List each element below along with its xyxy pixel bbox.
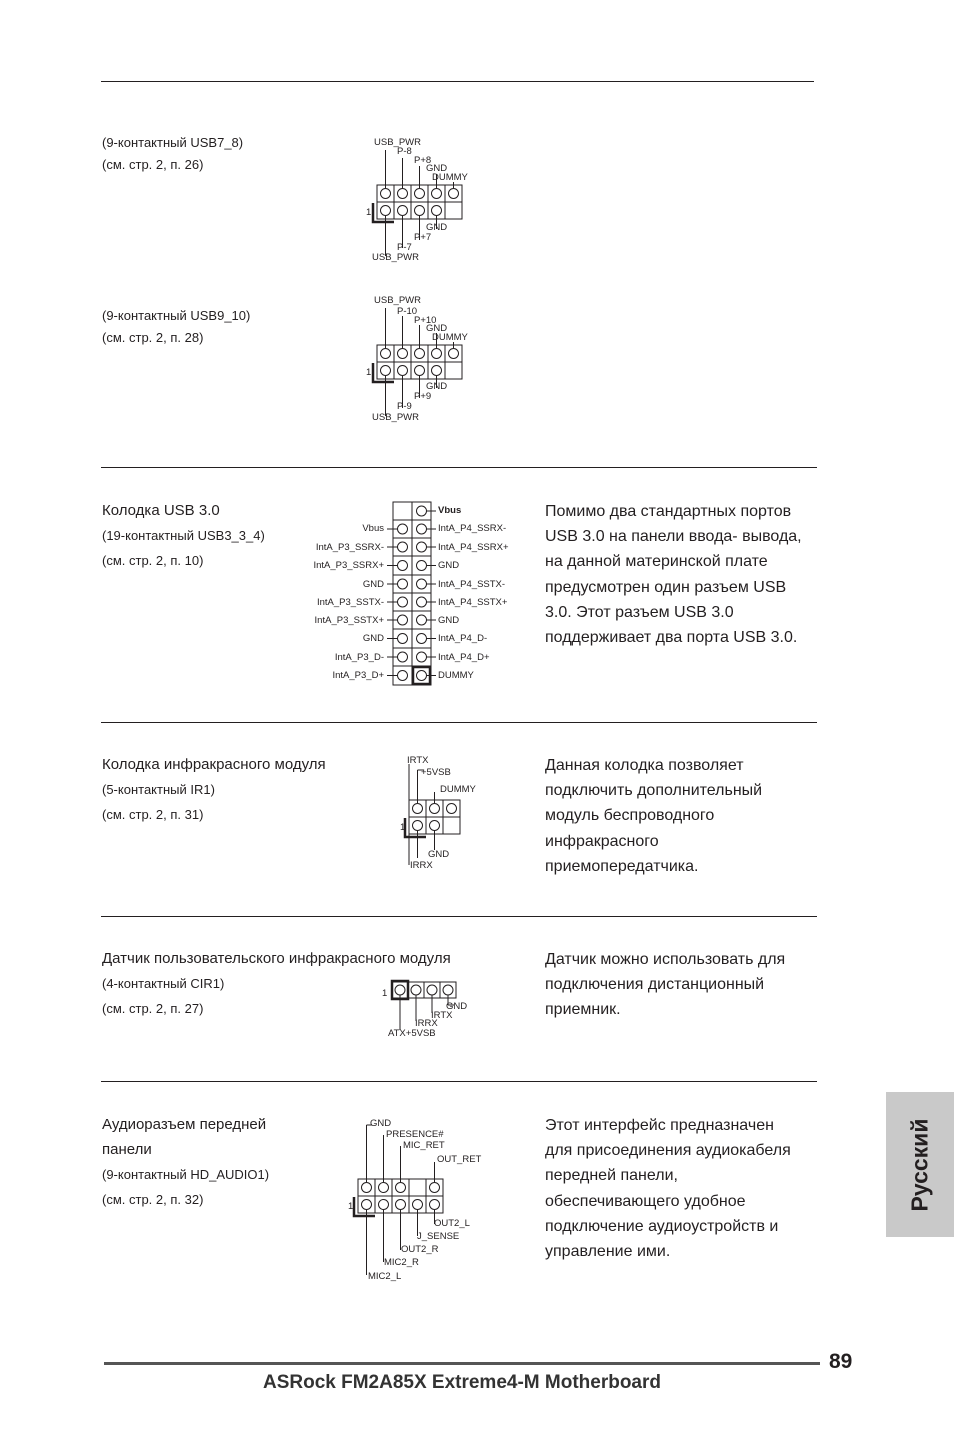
usb910-ref: (см. стр. 2, п. 28) [102, 330, 204, 345]
description-line: Датчик можно использовать для [545, 951, 786, 968]
usb30-ref: (см. стр. 2, п. 10) [102, 553, 204, 568]
ir-pin-label: +5VSB [421, 767, 451, 778]
usb30-subtitle: (19-контактный USB3_3_4) [102, 528, 265, 543]
audio-pin1-marker: 1 [348, 1201, 354, 1212]
audio-pin-label: MIC2_R [384, 1257, 419, 1268]
description-line: приемник. [545, 1001, 621, 1019]
audio-pin-label: MIC_RET [403, 1140, 445, 1151]
usb30-right-pin-label: Vbus [438, 505, 462, 516]
usb78-pin-label: DUMMY [432, 172, 468, 183]
usb30-left-pin-label: GND [362, 633, 384, 644]
usb78-pin-label: GND [426, 163, 448, 174]
usb30-right-pin-label: IntA_P4_D- [438, 633, 488, 644]
usb30-left-pin-label: IntA_P3_SSRX- [315, 542, 384, 553]
usb78-pin-label: USB_PWR [374, 137, 421, 148]
usb30-right-pin-label: IntA_P4_SSRX+ [438, 542, 509, 553]
description-line: Данная колодка позволяет [545, 757, 744, 774]
ir-ref: (см. стр. 2, п. 31) [102, 807, 204, 822]
cir-pin1-marker: 1 [382, 988, 388, 999]
usb78-pin-label: GND [426, 222, 448, 233]
description-line: управление ими. [545, 1243, 671, 1261]
usb30-left-pin-label: IntA_P3_SSTX- [316, 597, 384, 608]
cir-pin-label: GND [446, 1001, 468, 1012]
description-line: на данной материнской плате [545, 553, 768, 571]
description-line: модуль беспроводного [545, 807, 715, 825]
usb30-right-pin-label: IntA_P4_D+ [438, 652, 490, 663]
description-line: передней панели, [545, 1167, 678, 1185]
footer-title: ASRock FM2A85X Extreme4-M Motherboard [262, 1372, 662, 1393]
usb78-ref: (см. стр. 2, п. 26) [102, 157, 204, 172]
description-line: подключение аудиоустройств и [545, 1217, 779, 1235]
usb910-pin-label: USB_PWR [374, 295, 421, 306]
description-line: Помимо два стандартных портов [545, 503, 792, 520]
audio-pin-label: OUT2_R [401, 1244, 439, 1255]
description-line: приемопередатчика. [545, 857, 699, 875]
usb910-pin-label: P+9 [414, 391, 432, 402]
usb30-right-pin-label: GND [438, 560, 460, 571]
description-line: для присоединения аудиокабеля [545, 1142, 791, 1160]
usb30-left-pin-label: GND [362, 579, 384, 590]
footer-rule [104, 1362, 820, 1365]
ir-pin1-marker: 1 [400, 822, 406, 833]
usb30-left-pin-label: Vbus [362, 523, 384, 534]
audio-pin-label: MIC2_L [368, 1271, 402, 1282]
cir-subtitle: (4-контактный CIR1) [102, 976, 225, 991]
audio-ref: (см. стр. 2, п. 32) [102, 1192, 204, 1207]
audio-pin-label: OUT2_L [434, 1218, 470, 1229]
cir-pin-label: IRRX [415, 1018, 438, 1029]
usb30-right-pin-label: GND [438, 615, 460, 626]
ir-pin-label: IRTX [407, 755, 429, 766]
audio-pin-label: J_SENSE [417, 1231, 460, 1242]
audio-title-line2: панели [102, 1141, 152, 1158]
description-line: подключения дистанционный [545, 976, 765, 994]
usb78-pin-label: P+8 [414, 155, 432, 166]
usb78-pin-label: P-8 [397, 146, 412, 157]
description-line: поддерживает два порта USB 3.0. [545, 629, 798, 647]
usb910-pin-label: P+10 [414, 315, 437, 326]
usb30-right-pin-label: IntA_P4_SSTX+ [438, 597, 508, 608]
audio-subtitle: (9-контактный HD_AUDIO1) [102, 1167, 270, 1182]
usb30-right-pin-label: IntA_P4_SSTX- [438, 579, 506, 590]
usb30-right-pin-label: IntA_P4_SSRX- [438, 523, 507, 534]
cir-pin-label: ATX+5VSB [388, 1028, 436, 1039]
ir-pin-label: DUMMY [440, 784, 476, 795]
usb78-pin-label: USB_PWR [372, 252, 419, 263]
description-line: инфракрасного [545, 832, 659, 850]
audio-pin-label: OUT_RET [437, 1154, 482, 1165]
usb30-right-pin-label: DUMMY [438, 670, 474, 681]
usb910-pin-label: GND [426, 323, 448, 334]
usb910-pin-label: USB_PWR [372, 412, 419, 423]
description-line: Этот интерфейс предназначен [545, 1117, 774, 1134]
cir-title: Датчик пользовательского инфракрасного модуля [102, 950, 451, 967]
ir-title: Колодка инфракрасного модуля [102, 756, 326, 773]
language-side-tab [886, 1092, 954, 1237]
audio-pin-label: GND [370, 1118, 392, 1129]
description-line: обеспечивающего удобное [545, 1192, 746, 1210]
usb910-pin-label: P-9 [397, 401, 412, 412]
usb30-left-pin-label: IntA_P3_D- [334, 652, 384, 663]
usb78-subtitle: (9-контактный USB7_8) [102, 135, 244, 150]
cir-ref: (см. стр. 2, п. 27) [102, 1001, 204, 1016]
ir-pin-label: IRRX [410, 860, 433, 871]
usb910-pin-label: P-10 [397, 306, 418, 317]
audio-description [545, 1113, 791, 1264]
usb78-pin-label: P+7 [414, 232, 432, 243]
usb30-left-pin-label: IntA_P3_SSRX+ [313, 560, 384, 571]
language-tab-label: Русский [906, 1118, 933, 1211]
usb30-left-pin-label: IntA_P3_SSTX+ [314, 615, 384, 626]
usb30-title: Колодка USB 3.0 [102, 502, 220, 519]
usb910-subtitle: (9-контактный USB9_10) [102, 308, 251, 323]
page-number: 89 [829, 1350, 853, 1373]
usb910-pin-label: GND [426, 381, 448, 392]
ir-subtitle: (5-контактный IR1) [102, 782, 215, 797]
description-line: 3.0. Этот разъем USB 3.0 [545, 603, 734, 621]
description-line: предусмотрен один разъем USB [545, 578, 787, 596]
usb910-pin-label: DUMMY [432, 332, 468, 343]
usb78-pin-label: P-7 [397, 242, 412, 253]
usb78-pin1-marker: 1 [366, 207, 372, 218]
cir-pin-label: IRTX [431, 1010, 453, 1021]
audio-title-line1: Аудиоразъем передней [102, 1116, 267, 1133]
usb30-left-pin-label: IntA_P3_D+ [332, 670, 384, 681]
description-line: подключить дополнительный [545, 782, 763, 800]
ir-pin-label: GND [428, 849, 450, 860]
audio-pin-label: PRESENCE# [386, 1129, 444, 1140]
usb910-pin1-marker: 1 [366, 367, 372, 378]
description-line: USB 3.0 на панели ввода- вывода, [545, 528, 802, 546]
